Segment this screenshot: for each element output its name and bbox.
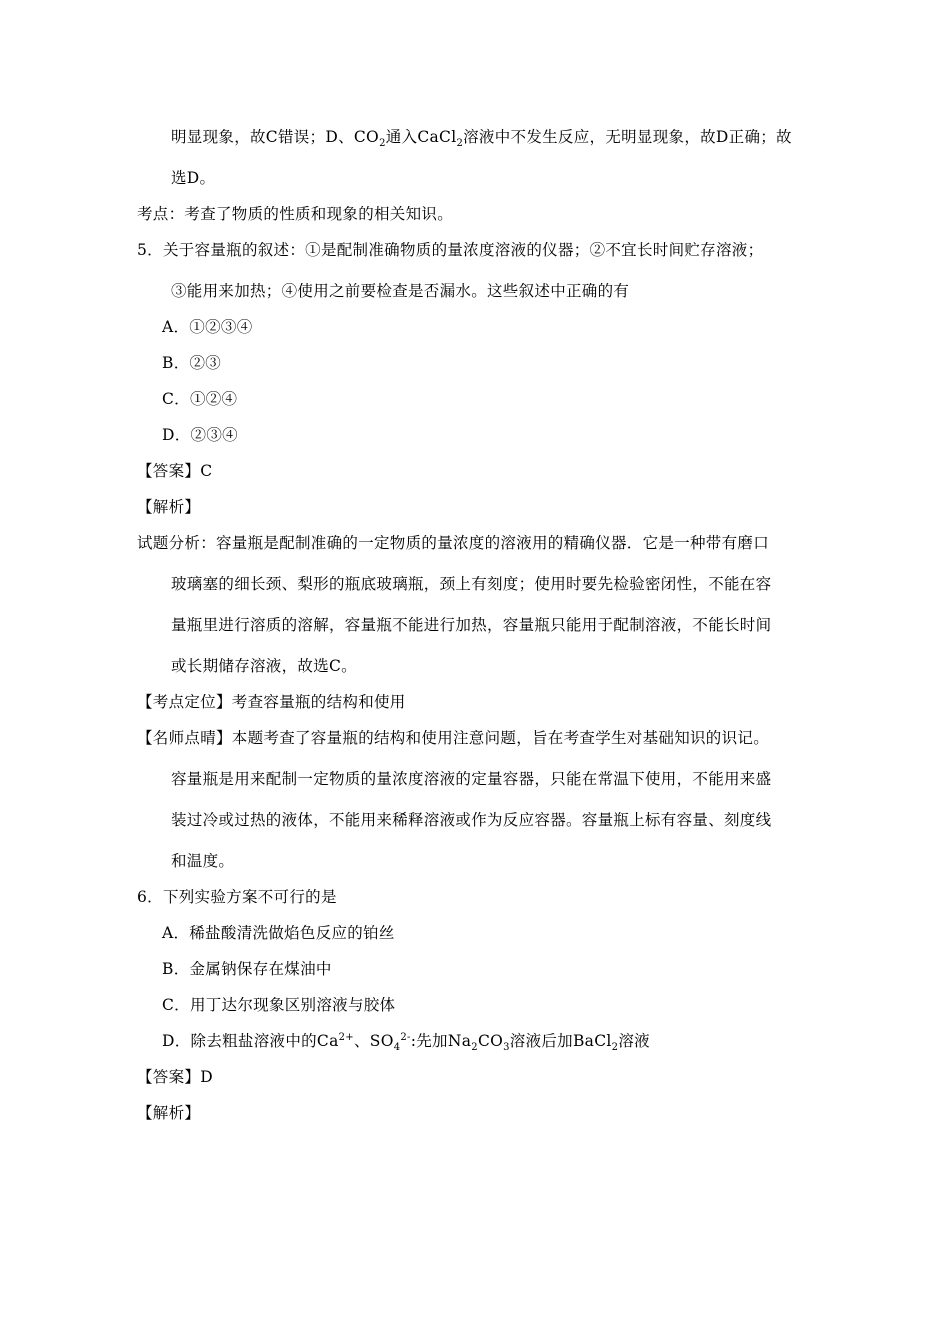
q5-stem-line-1: 5．关于容量瓶的叙述：①是配制准确物质的量浓度溶液的仪器；②不宜长时间贮存溶液； [137, 241, 764, 259]
q6-answer: 【答案】D [137, 1068, 213, 1086]
q5-option-d: D．②③④ [162, 426, 238, 444]
q5-answer: 【答案】C [137, 462, 213, 480]
q6-option-c: C．用丁达尔现象区别溶液与胶体 [162, 996, 396, 1014]
q5-mingshi-line-2: 容量瓶是用来配制一定物质的量浓度溶液的定量容器，只能在常温下使用，不能用来盛 [171, 770, 772, 788]
q5-analysis-line-1: 试题分析：容量瓶是配制准确的一定物质的量浓度的溶液用的精确仪器．它是一种带有磨口 [137, 534, 770, 552]
q6-stem: 6．下列实验方案不可行的是 [137, 888, 337, 906]
q6-option-a: A．稀盐酸清洗做焰色反应的铂丝 [162, 924, 395, 942]
q5-analysis-line-3: 量瓶里进行溶质的溶解，容量瓶不能进行加热，容量瓶只能用于配制溶液，不能长时间 [171, 616, 772, 634]
prev-analysis-line-1: 明显现象，故C错误；D、$CO_2$通入CaCl$_2$溶液中不发生反应，无明显现象，故D正确；故 [171, 128, 792, 150]
q5-kaodian-dingwei: 【考点定位】考查容量瓶的结构和使用 [137, 693, 406, 711]
q6-analysis-title: 【解析】 [137, 1104, 201, 1122]
prev-kaodian: 考点：考查了物质的性质和现象的相关知识。 [137, 205, 454, 223]
q5-mingshi-line-1: 【名师点晴】本题考查了容量瓶的结构和使用注意问题，旨在考查学生对基础知识的识记。 [137, 729, 770, 747]
q5-analysis-line-2: 玻璃塞的细长颈、梨形的瓶底玻璃瓶，颈上有刻度；使用时要先检验密闭性，不能在容 [171, 575, 772, 593]
q5-mingshi-line-3: 装过冷或过热的液体，不能用来稀释溶液或作为反应容器。容量瓶上标有容量、刻度线 [171, 811, 772, 829]
q6-option-b: B．金属钠保存在煤油中 [162, 960, 332, 978]
q6-option-d: D．除去粗盐溶液中的$Ca^{2+}$、$SO_4^{2-}$:先加$Na_2CO_3$溶液后加BaCl$_2$溶液 [162, 1031, 650, 1054]
q5-stem-line-2: ③能用来加热；④使用之前要检查是否漏水。这些叙述中正确的有 [171, 282, 630, 300]
q5-option-b: B．②③ [162, 354, 222, 372]
q5-option-a: A．①②③④ [162, 318, 253, 336]
q5-option-c: C．①②④ [162, 390, 238, 408]
q5-analysis-title: 【解析】 [137, 498, 201, 516]
q5-analysis-line-4: 或长期储存溶液，故选C。 [171, 657, 357, 675]
prev-analysis-line-2: 选D。 [171, 169, 216, 187]
q5-mingshi-line-4: 和温度。 [171, 852, 235, 870]
